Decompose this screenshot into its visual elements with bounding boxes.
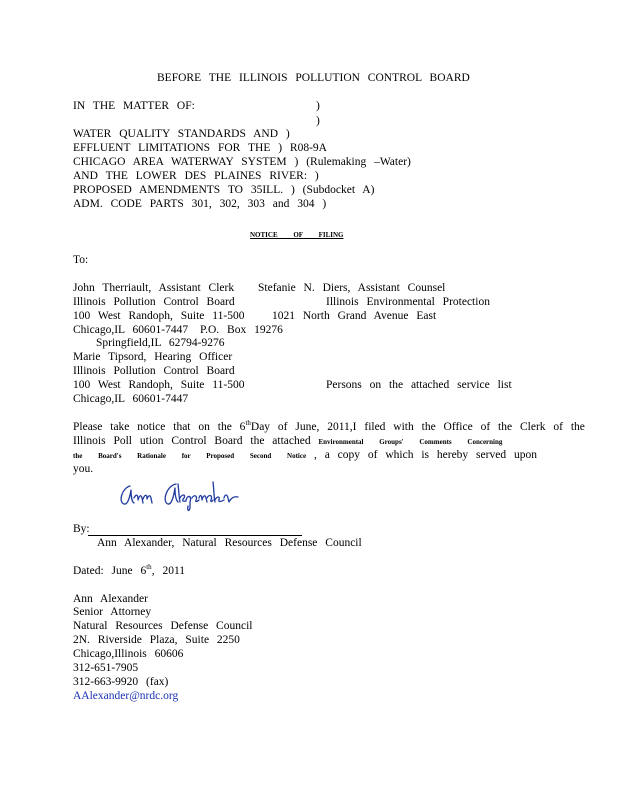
address-1-city: Chicago,IL 60601-7447	[73, 324, 189, 336]
contact-title: Senior Attorney	[73, 606, 152, 618]
heading: BEFORE THE ILLINOIS POLLUTION CONTROL BOARD	[157, 72, 470, 84]
caption-line-1-paren: )	[316, 100, 320, 112]
contact-city: Chicago,Illinois 60606	[73, 648, 184, 660]
body-line-1: Please take notice that on the 6thDay of June, 2011,I filed with the Office of the Clerk of the	[73, 419, 585, 433]
contact-name: Ann Alexander	[73, 593, 148, 605]
contact-fax: 312-663-9920 (fax)	[73, 676, 169, 688]
caption-line-1: IN THE MATTER OF:	[73, 100, 195, 112]
address-1-org: Illinois Pollution Control Board	[73, 296, 235, 308]
address-2-org: Illinois Environmental Protection	[326, 296, 490, 308]
address-2-pobox: P.O. Box 19276	[200, 324, 283, 336]
caption-line-7: PROPOSED AMENDMENTS TO 35ILL. ) (Subdocket A)	[73, 184, 375, 196]
handwritten-signature	[116, 478, 248, 514]
address-2-city: Springfield,IL 62794-9276	[96, 337, 225, 349]
address-1-name: John Therriault, Assistant Clerk	[73, 282, 235, 294]
by-label: By:	[73, 523, 90, 535]
body-line-3: the Board's Rationale for Proposed Second Notice , a copy of which is hereby served upon	[73, 449, 537, 461]
body-line-2: Illinois Poll ution Control Board the attached Environmental Groups' Comments Concerning	[73, 435, 503, 447]
address-3-name: Marie Tipsord, Hearing Officer	[73, 351, 233, 363]
signer-name: Ann Alexander, Natural Resources Defense Council	[97, 537, 362, 549]
to-label: To:	[73, 254, 89, 266]
address-3-street: 100 West Randoph, Suite 11-500	[73, 379, 245, 391]
address-4-name: Persons on the attached service list	[326, 379, 512, 391]
address-3-org: Illinois Pollution Control Board	[73, 365, 235, 377]
caption-line-8: ADM. CODE PARTS 301, 302, 303 and 304 )	[73, 198, 327, 210]
contact-phone: 312-651-7905	[73, 662, 139, 674]
caption-line-2-paren: )	[316, 115, 320, 127]
notice-title: NOTICE OF FILING	[250, 231, 344, 239]
signature-line	[88, 535, 302, 536]
caption-line-6: AND THE LOWER DES PLAINES RIVER: )	[73, 170, 319, 182]
contact-street: 2N. Riverside Plaza, Suite 2250	[73, 634, 240, 646]
address-2-name: Stefanie N. Diers, Assistant Counsel	[258, 282, 446, 294]
dated-line: Dated: June 6th, 2011	[73, 563, 186, 577]
address-1-street: 100 West Randoph, Suite 11-500	[73, 310, 245, 322]
contact-org: Natural Resources Defense Council	[73, 620, 253, 632]
address-3-city: Chicago,IL 60601-7447	[73, 393, 189, 405]
contact-email-link[interactable]: AAlexander@nrdc.org	[73, 690, 179, 702]
body-line-4: you.	[73, 463, 94, 475]
caption-line-4: EFFLUENT LIMITATIONS FOR THE ) R08-9A	[73, 142, 327, 154]
caption-line-3: WATER QUALITY STANDARDS AND )	[73, 128, 290, 140]
caption-line-5: CHICAGO AREA WATERWAY SYSTEM ) (Rulemaking –Water)	[73, 156, 411, 168]
address-2-street: 1021 North Grand Avenue East	[272, 310, 437, 322]
